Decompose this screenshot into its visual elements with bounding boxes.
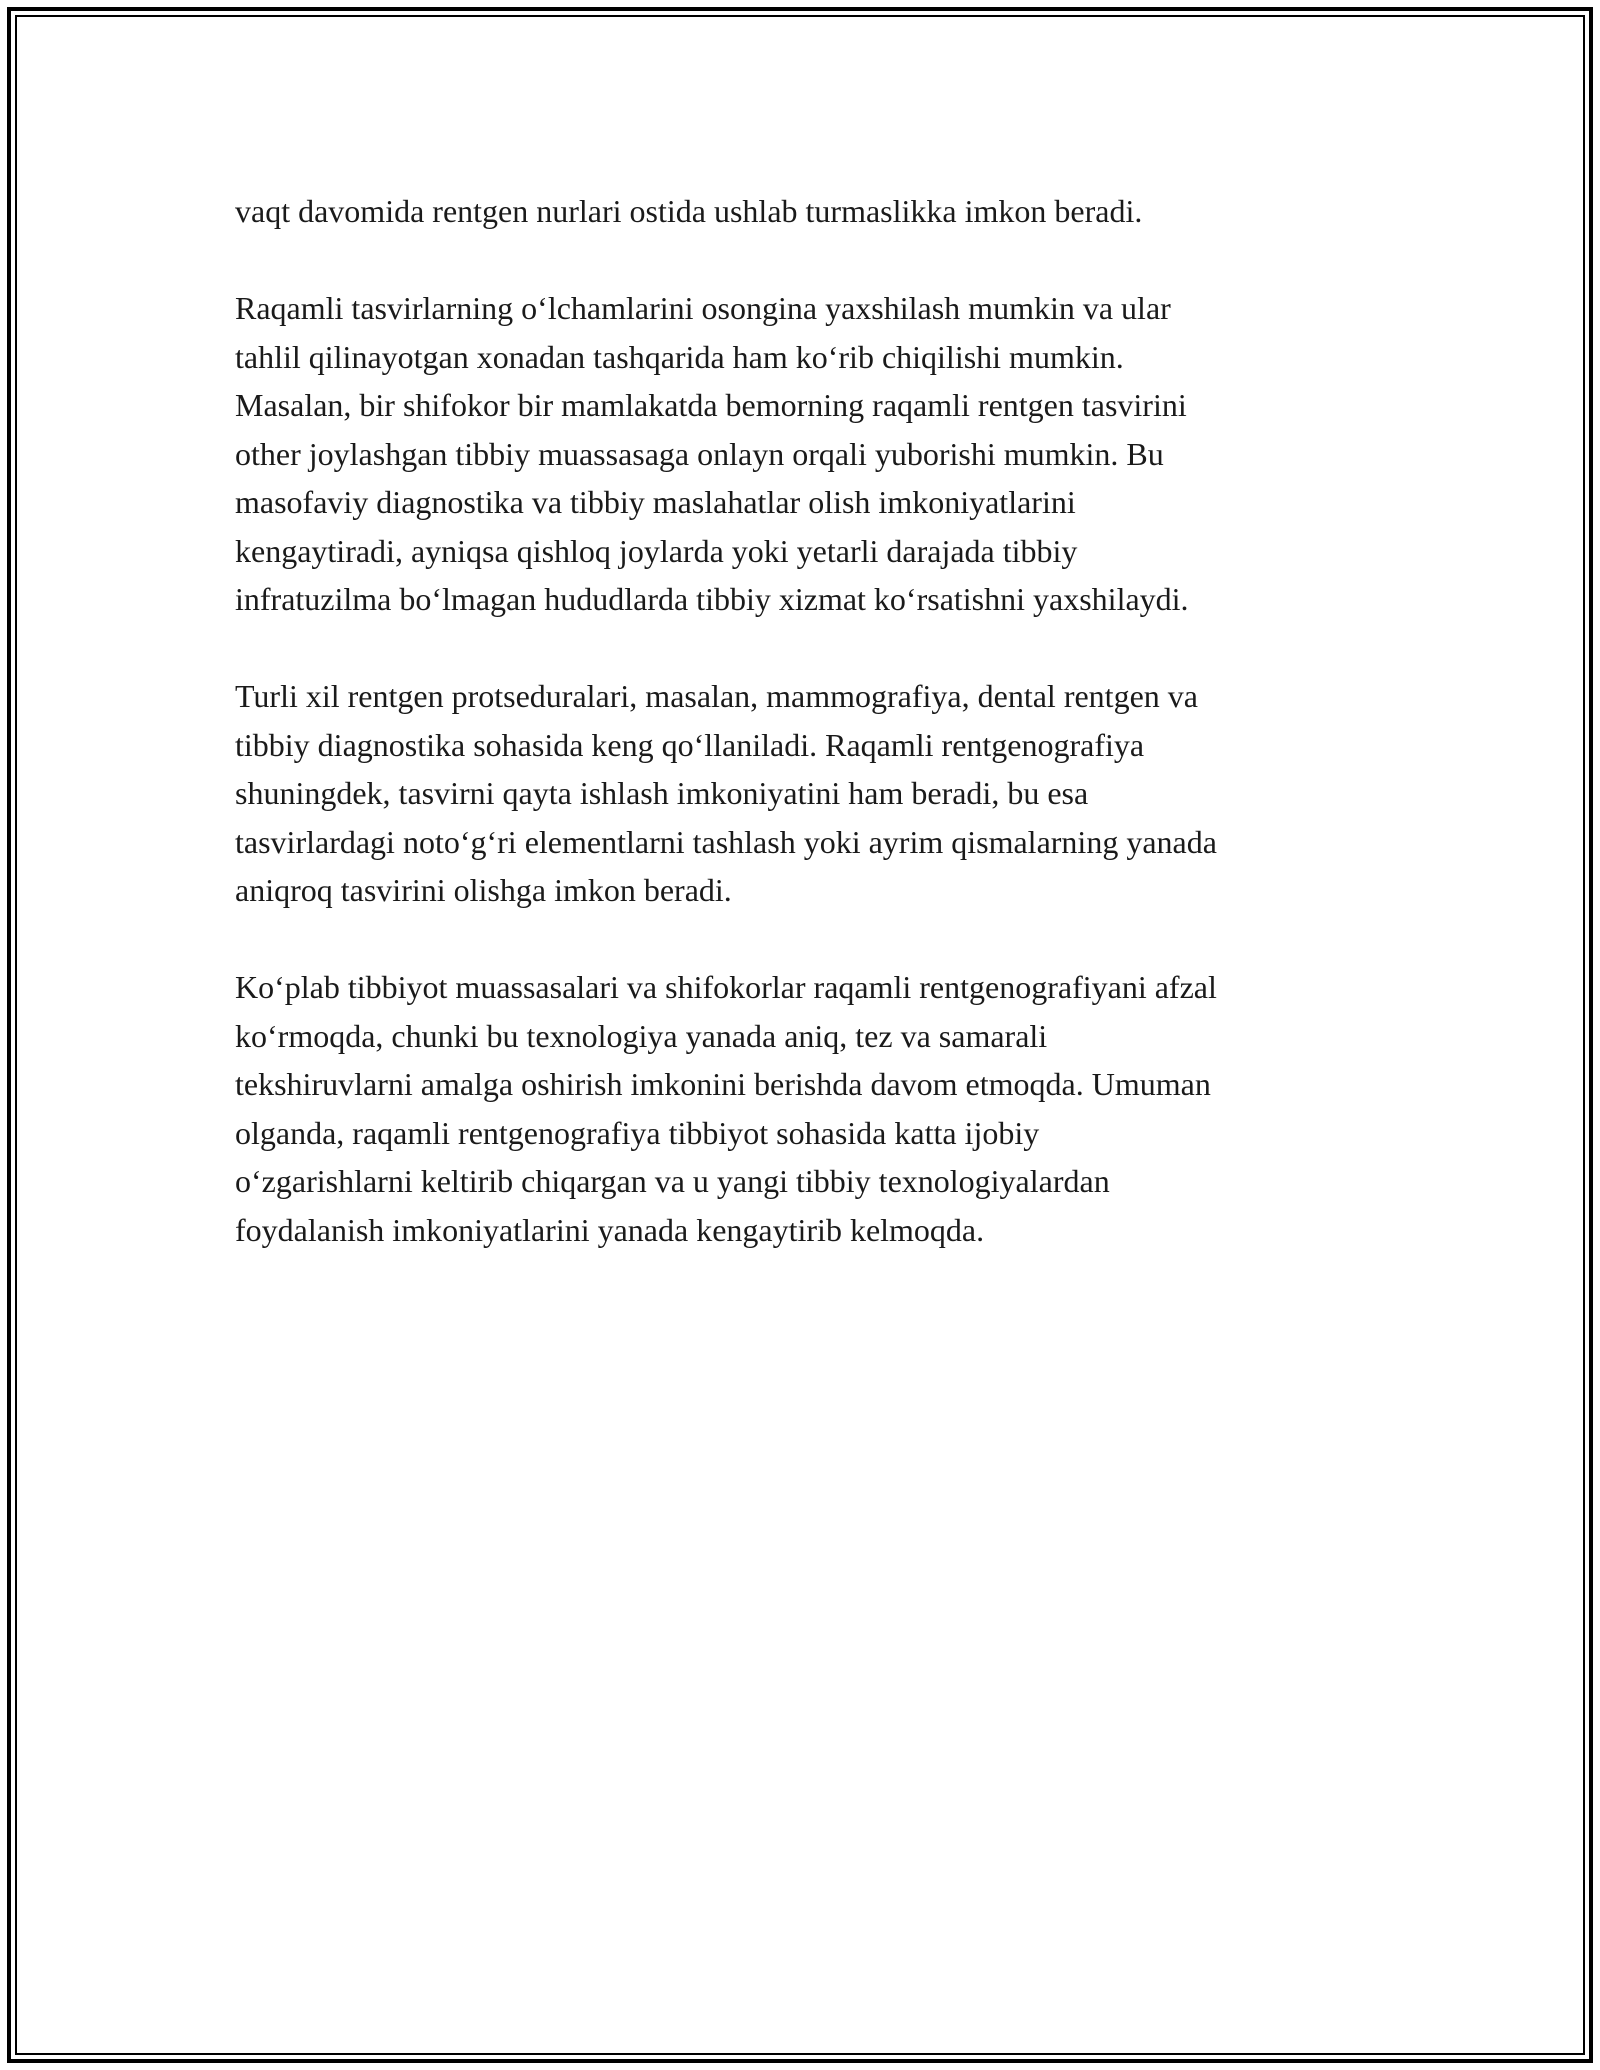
text-line: masofaviy diagnostika va tibbiy maslahatlar olish imkoniyatlarini — [235, 484, 1076, 520]
text-line: infratuzilma bo‘lmagan hududlarda tibbiy xizmat ko‘rsatishni yaxshilaydi. — [235, 581, 1189, 617]
text-line: olganda, raqamli rentgenografiya tibbiyot sohasida katta ijobiy — [235, 1114, 1040, 1151]
text-line: vaqt davomida rentgen nurlari ostida ushlab turmaslikka imkon beradi. — [235, 193, 1143, 229]
paragraph-4 — [235, 963, 1385, 1254]
text-line: ko‘rmoqda, chunki bu texnologiya yanada aniq, tez va samarali — [235, 1017, 1048, 1054]
text-line: shuningdek, tasvirni qayta ishlash imkoniyatini ham beradi, bu esa — [235, 775, 1089, 811]
paragraph-1 — [235, 187, 1385, 236]
text-line: tekshiruvlarni amalga oshirish imkonini berishda davom etmoqda. Umuman — [235, 1066, 1211, 1102]
text-line: kengaytiradi, ayniqsa qishloq joylarda yoki yetarli darajada tibbiy — [235, 532, 1078, 569]
paragraph-2 — [235, 284, 1385, 624]
document-body — [235, 187, 1385, 1303]
text-line: tahlil qilinayotgan xonadan tashqarida ham ko‘rib chiqilishi mumkin. — [235, 338, 1124, 375]
text-line: tasvirlardagi noto‘g‘ri elementlarni tashlash yoki ayrim qismalarning yanada — [235, 823, 1217, 860]
text-line: o‘zgarishlarni keltirib chiqargan va u yangi tibbiy texnologiyalardan — [235, 1163, 1110, 1199]
text-line: Raqamli tasvirlarning o‘lchamlarini osongina yaxshilash mumkin va ular — [235, 290, 1171, 326]
text-line: Masalan, bir shifokor bir mamlakatda bemorning raqamli rentgen tasvirini — [235, 387, 1187, 423]
text-line: other joylashgan tibbiy muassasaga onlayn orqali yuborishi mumkin. Bu — [235, 435, 1164, 472]
text-line: tibbiy diagnostika sohasida keng qo‘llaniladi. Raqamli rentgenografiya — [235, 726, 1145, 763]
text-line: aniqroq tasvirini olishga imkon beradi. — [235, 872, 732, 908]
text-line: foydalanish imkoniyatlarini yanada kengaytirib kelmoqda. — [235, 1211, 985, 1248]
paragraph-3 — [235, 672, 1385, 915]
text-line: Ko‘plab tibbiyot muassasalari va shifokorlar raqamli rentgenografiyani afzal — [235, 969, 1217, 1005]
text-line: Turli xil rentgen protseduralari, masalan, mammografiya, dental rentgen va — [235, 678, 1198, 714]
